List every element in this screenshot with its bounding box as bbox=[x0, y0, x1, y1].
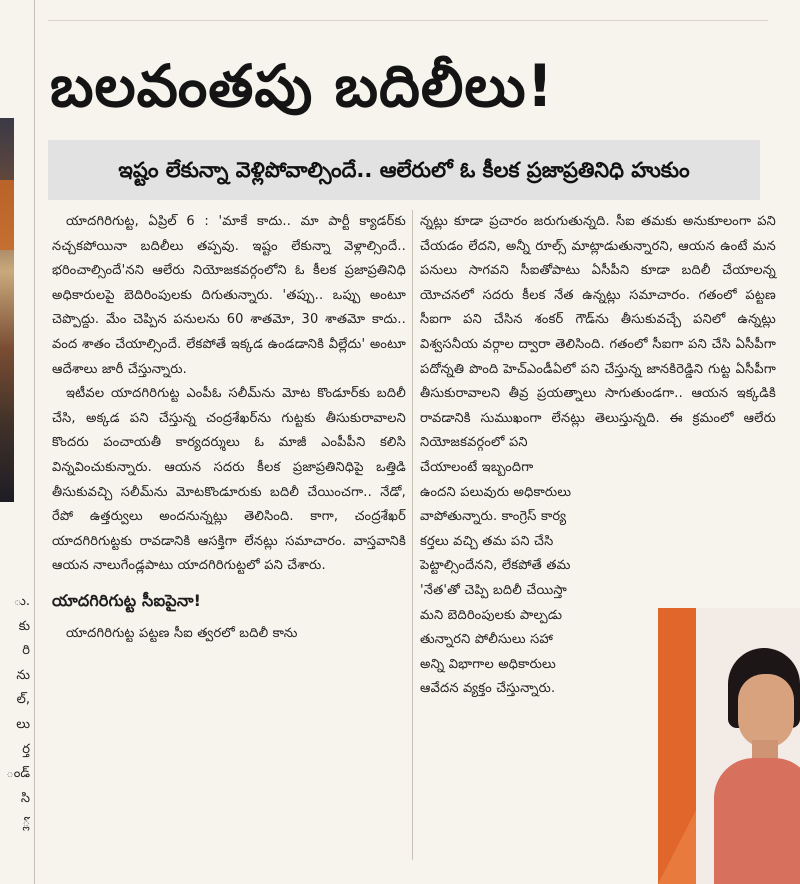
text-line: ఆవేదన వ్యక్తం చేస్తున్నారు. bbox=[420, 681, 556, 697]
text-line: మని బెదిరింపులకు పాల్పడు bbox=[420, 607, 563, 623]
adjacent-article-strip bbox=[0, 0, 34, 884]
paragraph-3: యాదగిరిగుట్ట పట్టణ సీఐ త్వరలో బదిలీ కాను bbox=[66, 625, 298, 641]
article-column-1 bbox=[52, 210, 406, 646]
adjacent-fragment: రి bbox=[22, 643, 30, 659]
adjacent-fragment: ర్త bbox=[22, 741, 30, 757]
text-line: కర్తలు వచ్చి తమ పని చేసి bbox=[420, 533, 554, 549]
paragraph-4: న్నట్లు కూడా ప్రచారం జరుగుతున్నది. సీఐ తమకు అనుకూలంగా పని చేయడం లేదని, అన్నీ రూల్స్ మాట్లాడుతున్నారని, ఆయన ఉంటే మన పనులు సాగవని సీఐతోపాటు ఏసీపీని కూడా బదిలీ చేయాలన్న యోచనలో సదరు కీలక నేత ఉన్నట్లు సమాచారం. గతంలో పట్టణ సీఐగా పని చేసిన శంకర్ గౌడ్‌ను తీసుకువచ్చే పనిలో ఉన్నట్లు విశ్వసనీయ వర్గాల ద్వారా తెలిసింది. గతంలో సీఐగా పని చేసి ఏసీపీగా పదోన్నతి పొంది హెచ్ఎండీఏలో పని చేస్తున్న జానకిరెడ్డిని గుట్ట ఏసీపీగా తీసుకురావాలని తీవ్ర ప్రయత్నాలు సాగుతుండగా.. ఆయన ఇక్కడికి రావడానికి సుముఖంగా లేనట్లు తెలుస్తున్నది. ఈ క్రమంలో ఆలేరు నియోజకవర్గంలో పని bbox=[420, 214, 776, 451]
adjacent-fragment: ల్, bbox=[16, 692, 30, 708]
text-line: ఉందని పలువురు అధికారులు bbox=[420, 484, 572, 500]
column-divider bbox=[412, 210, 413, 860]
paragraph-1: యాదగిరిగుట్ట, ఏప్రిల్ 6 : 'మాకే కాదు.. మా పార్టీ క్యాడర్‌కు నచ్చకపోయినా బదిలీలు తప్పవు. ఇష్టం లేకున్నా వెళ్లాల్సిందే.. భరించాల్సిందే'నని ఆలేరు నియోజకవర్గంలోని ఓ కీలక ప్రజాప్రతినిధి అధికారులపై బెదిరింపులకు దిగుతున్నారు. 'తప్పు.. ఒప్పు అంటూ చెప్పొద్దు. మేం చెప్పిన పనులను 60 శాతమో, 30 శాతమో కాదు.. వంద శాతం చేయాల్సిందే. లేకపోతే ఇక్కడ ఉండడానికి వీల్లేదు' అంటూ ఆదేశాలు జారీ చేస్తున్నారు. bbox=[52, 214, 406, 377]
text-line: అన్ని విభాగాల అధికారులు bbox=[420, 656, 556, 672]
adjacent-fragment: ను bbox=[16, 667, 30, 683]
photo-body bbox=[714, 758, 800, 884]
adjacent-photo bbox=[0, 118, 14, 502]
text-line: 'నేత'తో చెప్పి బదిలీ చేయిస్తా bbox=[420, 582, 567, 598]
sub-headline: ఇష్టం లేకున్నా వెళ్లిపోవాల్సిందే.. ఆలేరులో ఓ కీలక ప్రజాప్రతినిధి హుకుం bbox=[48, 140, 760, 200]
column-divider-left bbox=[34, 0, 35, 884]
text-line: చేయాలంటే ఇబ్బందిగా bbox=[420, 459, 534, 475]
person-photo bbox=[658, 608, 800, 884]
headline: బలవంతపు బదిలీలు! bbox=[50, 52, 555, 120]
adjacent-fragment: సి bbox=[20, 790, 30, 806]
paragraph-2: ఇటీవల యాదగిరిగుట్ట ఎంపీఓ సలీమ్‌ను మోట కొండూర్‌కు బదిలీ చేసి, అక్కడ పని చేస్తున్న చంద్రశేఖర్‌ను గుట్టకు తీసుకురావాలని కొందరు పంచాయతీ కార్యదర్శులు ఓ మాజీ ఎంపీపీని కలిసి విన్నవించుకున్నారు. ఆయన సదరు కీలక ప్రజాప్రతినిధిపై ఒత్తిడి తీసుకువచ్చి సలీమ్‌ను మోటకొండూరుకు బదిలీ చేయించగా.. నేడో, రేపో ఉత్తర్వులు అందనున్నట్లు తెలిసింది. కాగా, చంద్రశేఖర్ యాదగిరిగుట్టకు రావడానికి ఆసక్తిగా లేనట్లు సమాచారం. వాస్తవానికి ఆయన నాలుగేండ్లపాటు యాదగిరిగుట్టలో పని చేశారు. bbox=[52, 386, 406, 574]
text-line: వాపోతున్నారు. కాంగ్రెస్ కార్య bbox=[420, 509, 567, 525]
text-line: పెట్టాల్సిందేనని, లేకపోతే తమ bbox=[420, 558, 571, 574]
photo-face bbox=[738, 674, 794, 748]
adjacent-photo-accent bbox=[0, 180, 14, 250]
top-rule bbox=[48, 20, 768, 21]
adjacent-text-fragments bbox=[0, 590, 30, 836]
adjacent-fragment: ు. bbox=[13, 594, 30, 609]
adjacent-fragment: ండ్ bbox=[6, 766, 30, 782]
adjacent-fragment: ్లో bbox=[22, 815, 30, 831]
adjacent-fragment: లు bbox=[16, 716, 30, 732]
text-line: తున్నారని పోలీసులు సహా bbox=[420, 632, 554, 648]
narrow-text-block bbox=[420, 456, 648, 702]
subsection-title: యాదగిరిగుట్ట సీఐపైనా! bbox=[52, 590, 202, 610]
adjacent-fragment: కు bbox=[18, 618, 30, 634]
